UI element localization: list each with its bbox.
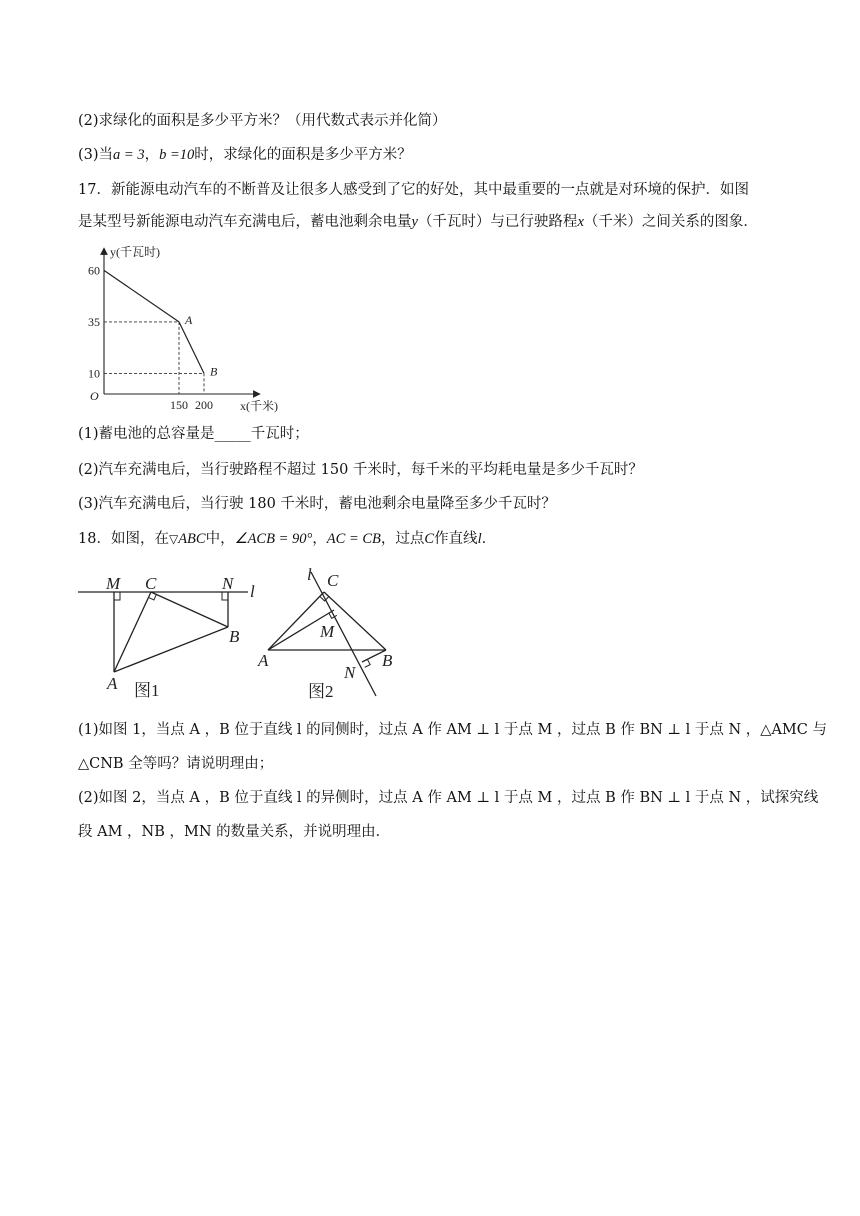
q17-intro-line1: 17．新能源电动汽车的不断普及让很多人感受到了它的好处，其中最重要的一点就是对环境的保护．如图 <box>78 182 749 198</box>
segment-cb <box>324 592 386 650</box>
label-c: C <box>327 571 339 590</box>
point-label-b: B <box>210 364 218 379</box>
right-angle-m <box>114 592 120 600</box>
q18-intro: 18．如图，在▽ABC中，∠ACB = 90°，AC = CB，过点C作直线l． <box>78 531 497 547</box>
q16-part2: (2)求绿化的面积是多少平方米？（用代数式表示并化简） <box>78 113 447 129</box>
q17-part3: (3)汽车充满电后，当行驶 180 千米时，蓄电池剩余电量降至多少千瓦时？ <box>78 496 556 512</box>
label-n: N <box>344 663 356 682</box>
point-label-a: A <box>185 312 193 327</box>
origin-label: O <box>90 389 99 403</box>
label-l: l <box>307 565 312 584</box>
battery-chart <box>78 238 298 416</box>
q18-part2-line2: 段 AM ，NB ，MN 的数量关系，并说明理由． <box>78 824 391 840</box>
q17-var-x: x <box>577 214 584 230</box>
series-segment-1 <box>104 270 179 322</box>
q17-part1: (1)蓄电池的总容量是_____千瓦时； <box>78 426 309 442</box>
label-b: B <box>382 651 393 670</box>
q16-a-value: a = 3 <box>113 147 145 163</box>
x-tick-200: 200 <box>195 398 213 412</box>
x-axis-label: x(千米) <box>240 399 278 413</box>
figure-2-caption: 图2 <box>308 682 334 701</box>
label-l: l <box>250 582 255 601</box>
label-c: C <box>145 574 157 593</box>
y-tick-10: 10 <box>88 366 100 381</box>
segment-cb <box>151 592 228 627</box>
figure-1 <box>76 568 266 704</box>
q18-part2-line1: (2)如图 2，当点 A ，B 位于直线 l 的异侧时，过点 A 作 AM ⊥ l 于点 M ，过点 B 作 BN ⊥ l 于点 N ，试探究线 <box>78 790 819 806</box>
q17-var-y: y <box>411 214 418 230</box>
label-m: M <box>106 574 121 593</box>
y-axis-label: y(千瓦时) <box>110 245 160 259</box>
label-a: A <box>258 651 269 670</box>
label-n: N <box>222 574 234 593</box>
label-m: M <box>320 622 335 641</box>
q17-intro-line2: 是某型号新能源电动汽车充满电后，蓄电池剩余电量y（千瓦时）与已行驶路程x（千米）之间关系的图象． <box>78 214 758 230</box>
series-segment-2 <box>179 322 204 374</box>
figure-1-caption: 图1 <box>134 681 160 700</box>
q16-part3: (3)当a = 3，b =10时，求绿化的面积是多少平方米？ <box>78 147 412 163</box>
y-tick-60: 60 <box>88 263 100 278</box>
right-angle-n <box>222 592 228 600</box>
label-a: A <box>107 674 118 693</box>
q18-part1-line1: (1)如图 1，当点 A ，B 位于直线 l 的同侧时，过点 A 作 AM ⊥ l 于点 M ，过点 B 作 BN ⊥ l 于点 N ，△AMC 与 <box>78 722 827 738</box>
figure-2 <box>256 558 406 706</box>
q16-b-value: b =10 <box>159 147 195 163</box>
label-b: B <box>229 627 240 646</box>
q18-part1-line2: △CNB 全等吗？请说明理由； <box>78 756 274 772</box>
q17-part2: (2)汽车充满电后，当行驶路程不超过 150 千米时，每千米的平均耗电量是多少千瓦时？ <box>78 462 643 478</box>
x-tick-150: 150 <box>170 398 188 412</box>
triangle-symbol: ▽ <box>168 532 179 546</box>
y-tick-35: 35 <box>88 314 100 329</box>
